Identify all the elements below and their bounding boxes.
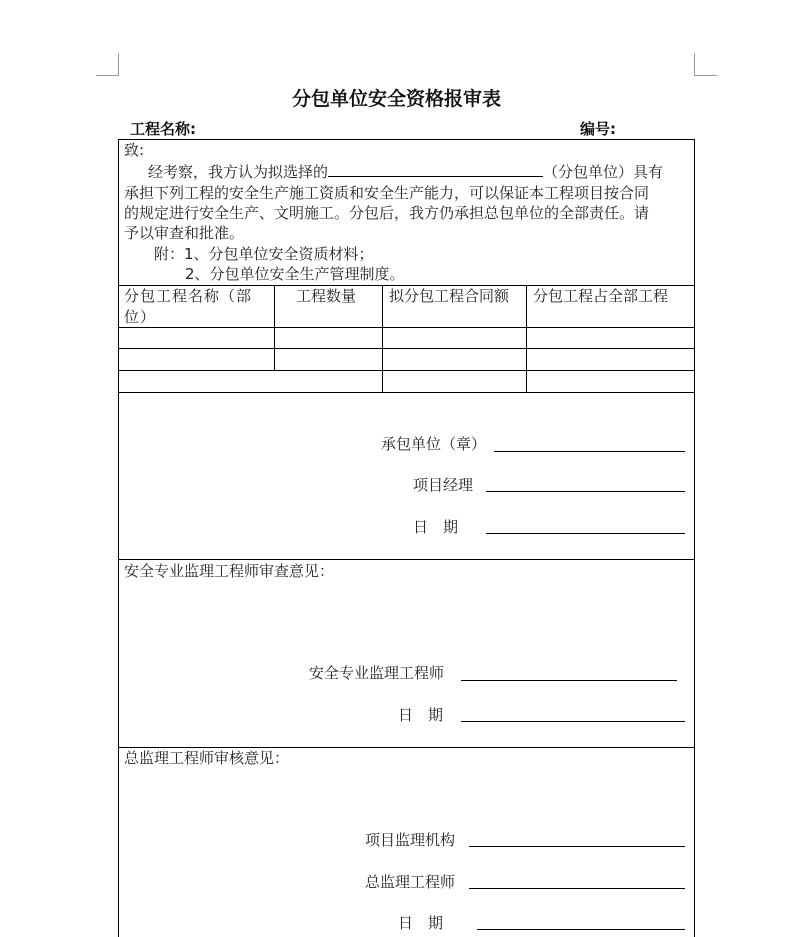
statement-line-1-end: （分包单位）具有 <box>543 163 664 181</box>
crop-mark <box>96 75 119 76</box>
table-row[interactable] <box>119 328 694 348</box>
statement-line-3: 的规定进行安全生产、文明施工。分包后，我方仍承担总包单位的全部责任。请 <box>124 204 650 222</box>
table-border-right <box>694 139 695 937</box>
attachment-line-1: 附：1、分包单位安全资质材料； <box>154 245 374 263</box>
safety-review-heading: 安全专业监理工程师审查意见： <box>124 562 335 580</box>
chief-date-label: 日 期 <box>398 914 444 932</box>
addressee: 致: <box>124 141 145 159</box>
table-grid-line <box>118 392 695 393</box>
attachment-line-2: 2、分包单位安全生产管理制度。 <box>185 265 405 283</box>
date-signature-line[interactable] <box>486 533 685 534</box>
project-name-label: 工程名称: <box>130 120 196 138</box>
document-title: 分包单位安全资格报审表 <box>291 88 501 110</box>
safety-engineer-label: 安全专业监理工程师 <box>309 664 445 682</box>
statement-line-4: 予以审查和批准。 <box>124 224 245 242</box>
crop-mark <box>118 53 119 76</box>
safety-date-line[interactable] <box>461 721 685 722</box>
chief-engineer-line[interactable] <box>469 888 685 889</box>
contractor-seal-label: 承包单位（章） <box>381 435 487 453</box>
table-header-cell: 拟分包工程合同额 <box>389 287 510 305</box>
table-border-top <box>118 139 695 140</box>
number-label: 编号: <box>580 120 616 138</box>
contractor-signature-line[interactable] <box>494 451 685 452</box>
table-header-cell: 分包工程名称（部位） <box>124 287 253 326</box>
date-label: 日 期 <box>413 518 459 536</box>
table-row[interactable] <box>119 349 694 370</box>
supervision-org-label: 项目监理机构 <box>365 831 456 849</box>
subcontractor-blank[interactable] <box>328 161 543 177</box>
project-manager-label: 项目经理 <box>413 476 474 494</box>
crop-mark <box>694 75 717 76</box>
project-manager-signature-line[interactable] <box>486 491 685 492</box>
table-header-cell: 工程数量 <box>296 287 357 305</box>
crop-mark <box>694 53 695 76</box>
statement-line-2: 承担下列工程的安全生产施工资质和安全生产能力，可以保证本工程项目按合同 <box>124 184 650 202</box>
table-row[interactable] <box>119 371 694 392</box>
supervision-org-line[interactable] <box>469 846 685 847</box>
safety-engineer-signature-line[interactable] <box>461 680 677 681</box>
safety-date-label: 日 期 <box>398 706 444 724</box>
chief-review-heading: 总监理工程师审核意见： <box>124 749 290 767</box>
chief-date-line[interactable] <box>477 929 685 930</box>
section-divider <box>118 559 695 560</box>
statement-line-1 <box>148 161 663 183</box>
table-header-cell: 分包工程占全部工程 <box>533 287 669 305</box>
chief-engineer-label: 总监理工程师 <box>365 873 456 891</box>
statement-line-1-start: 经考察，我方认为拟选择的 <box>148 163 329 181</box>
table-border-left <box>118 139 119 937</box>
